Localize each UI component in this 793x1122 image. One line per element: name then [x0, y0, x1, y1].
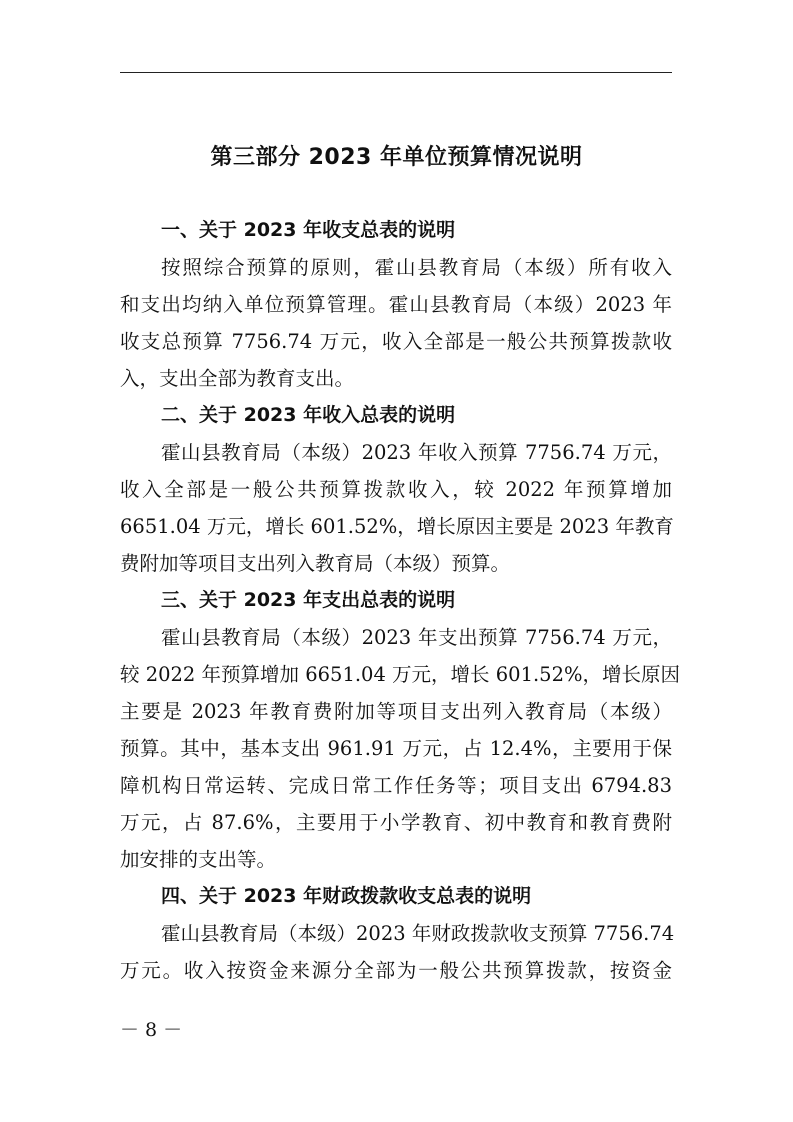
section-heading-3: 三、关于 2023 年支出总表的说明 — [161, 589, 456, 611]
paragraph-line: 和支出均纳入单位预算管理。霍山县教育局（本级）2023 年 — [120, 293, 672, 316]
paragraph-line: 收支总预算 7756.74 万元，收入全部是一般公共预算拨款收 — [120, 330, 672, 353]
paragraph-line: 霍山县教育局（本级）2023 年财政拨款收支预算 7756.74 — [161, 922, 675, 945]
paragraph-line: 万元，占 87.6%，主要用于小学教育、初中教育和教育费附 — [120, 811, 672, 834]
section-heading-2: 二、关于 2023 年收入总表的说明 — [161, 404, 456, 426]
header-rule — [120, 72, 672, 73]
paragraph-line: 障机构日常运转、完成日常工作任务等；项目支出 6794.83 — [120, 774, 672, 797]
paragraph-line: 6651.04 万元，增长 601.52%，增长原因主要是 2023 年教育 — [120, 515, 674, 538]
paragraph-line: 霍山县教育局（本级）2023 年支出预算 7756.74 万元， — [161, 626, 672, 649]
paragraph-line: 主要是 2023 年教育费附加等项目支出列入教育局（本级） — [120, 700, 672, 723]
section-paragraph-4 — [120, 915, 675, 989]
section-paragraph-3 — [120, 619, 681, 878]
document-body — [120, 212, 681, 989]
section-paragraph-2 — [120, 434, 672, 582]
section-heading-4: 四、关于 2023 年财政拨款收支总表的说明 — [161, 885, 532, 907]
section-heading-1: 一、关于 2023 年收支总表的说明 — [161, 219, 456, 241]
paragraph-line: 收入全部是一般公共预算拨款收入，较 2022 年预算增加 — [120, 478, 672, 501]
paragraph-line: 加安排的支出等。 — [120, 848, 277, 871]
paragraph-line: 按照综合预算的原则，霍山县教育局（本级）所有收入 — [161, 256, 672, 279]
paragraph-line: 较 2022 年预算增加 6651.04 万元，增长 601.52%，增长原因 — [120, 663, 681, 686]
paragraph-line: 霍山县教育局（本级）2023 年收入预算 7756.74 万元， — [161, 441, 672, 464]
page-number: － 8 － — [120, 1019, 183, 1041]
paragraph-line: 入，支出全部为教育支出。 — [120, 367, 355, 390]
paragraph-line: 预算。其中，基本支出 961.91 万元，占 12.4%，主要用于保 — [120, 737, 672, 760]
paragraph-line: 万元。收入按资金来源分全部为一般公共预算拨款，按资金 — [120, 959, 672, 982]
section-paragraph-1 — [120, 249, 672, 397]
page-title: 第三部分 2023 年单位预算情况说明 — [210, 145, 583, 170]
paragraph-line: 费附加等项目支出列入教育局（本级）预算。 — [120, 552, 511, 575]
